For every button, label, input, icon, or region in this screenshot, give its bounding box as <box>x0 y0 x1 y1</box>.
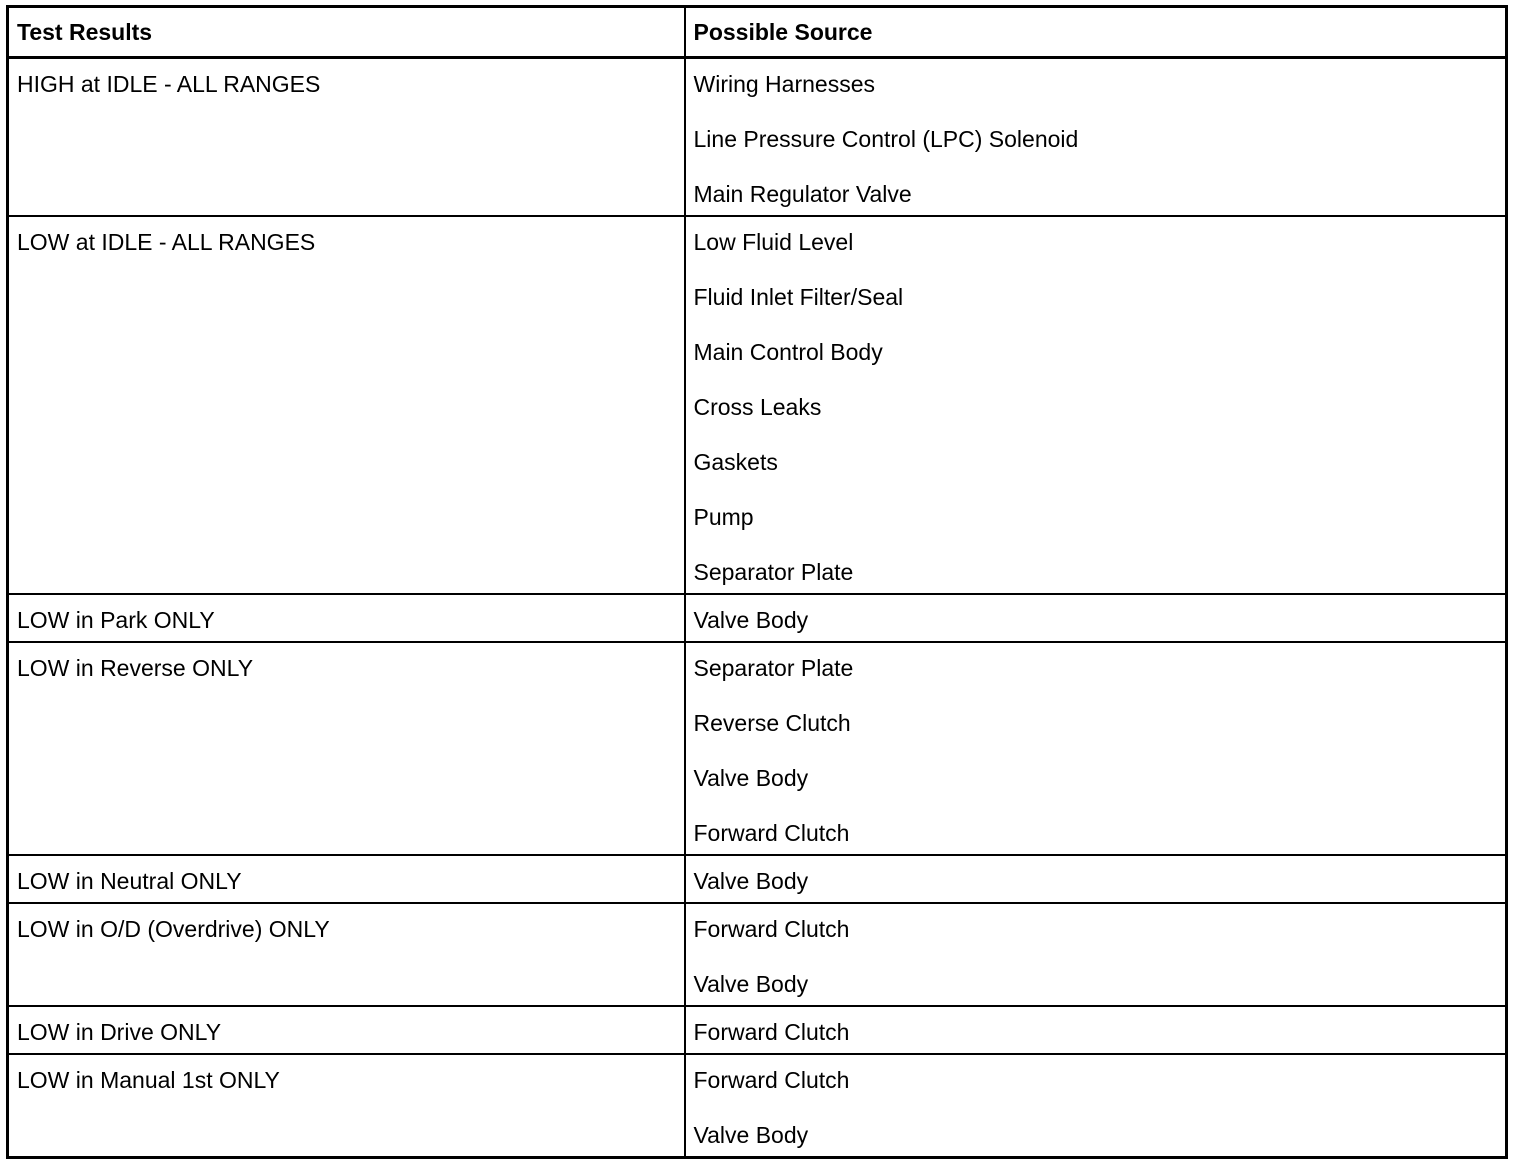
possible-source-item: Wiring Harnesses <box>693 71 875 97</box>
possible-source-item: Forward Clutch <box>693 1067 850 1093</box>
possible-source-cell <box>685 216 1507 594</box>
possible-source-item: Main Control Body <box>693 339 883 365</box>
possible-source-cell <box>685 1054 1507 1158</box>
possible-source-item: Valve Body <box>693 868 809 894</box>
test-result-cell <box>8 216 685 594</box>
test-result-cell <box>8 594 685 642</box>
possible-source-item: Valve Body <box>693 971 809 997</box>
possible-source-item: Forward Clutch <box>693 820 850 846</box>
table-row <box>8 58 1507 217</box>
possible-source-item: Cross Leaks <box>693 394 822 420</box>
test-result-cell <box>8 642 685 855</box>
possible-source-item: Low Fluid Level <box>693 229 854 255</box>
possible-source-cell <box>685 1006 1507 1054</box>
possible-source-item: Separator Plate <box>693 655 854 681</box>
possible-source-item: Gaskets <box>693 449 778 475</box>
possible-source-item: Valve Body <box>693 765 809 791</box>
table-row <box>8 903 1507 1006</box>
possible-source-cell <box>685 642 1507 855</box>
possible-source-cell <box>685 855 1507 903</box>
test-result-cell <box>8 1054 685 1158</box>
possible-source-item: Forward Clutch <box>693 916 850 942</box>
test-result-text: LOW in Park ONLY <box>17 607 215 633</box>
possible-source-item: Fluid Inlet Filter/Seal <box>693 284 904 310</box>
test-result-cell <box>8 903 685 1006</box>
possible-source-item: Forward Clutch <box>693 1019 850 1045</box>
test-result-text: LOW at IDLE - ALL RANGES <box>17 229 316 255</box>
possible-source-item: Valve Body <box>693 607 809 633</box>
test-result-text: LOW in O/D (Overdrive) ONLY <box>17 916 330 942</box>
test-result-cell <box>8 58 685 217</box>
possible-source-item: Separator Plate <box>693 559 854 585</box>
table-row <box>8 1054 1507 1158</box>
possible-source-cell <box>685 58 1507 217</box>
test-result-text: LOW in Manual 1st ONLY <box>17 1067 280 1093</box>
possible-source-cell <box>685 594 1507 642</box>
table-row <box>8 594 1507 642</box>
table-row <box>8 1006 1507 1054</box>
test-result-text: HIGH at IDLE - ALL RANGES <box>17 71 321 97</box>
table-row <box>8 642 1507 855</box>
header-possible-source: Possible Source <box>685 7 1507 58</box>
header-row <box>8 7 1507 58</box>
possible-source-item: Line Pressure Control (LPC) Solenoid <box>693 126 1079 152</box>
possible-source-cell <box>685 903 1507 1006</box>
test-result-text: LOW in Reverse ONLY <box>17 655 254 681</box>
test-result-text: LOW in Drive ONLY <box>17 1019 222 1045</box>
possible-source-item: Valve Body <box>693 1122 809 1148</box>
table-row <box>8 216 1507 594</box>
pressure-test-results-table <box>6 5 1508 1159</box>
test-result-cell <box>8 855 685 903</box>
test-result-text: LOW in Neutral ONLY <box>17 868 242 894</box>
test-result-cell <box>8 1006 685 1054</box>
possible-source-item: Pump <box>693 504 754 530</box>
possible-source-item: Main Regulator Valve <box>693 181 912 207</box>
possible-source-item: Reverse Clutch <box>693 710 851 736</box>
table-row <box>8 855 1507 903</box>
header-test-results: Test Results <box>8 7 685 58</box>
